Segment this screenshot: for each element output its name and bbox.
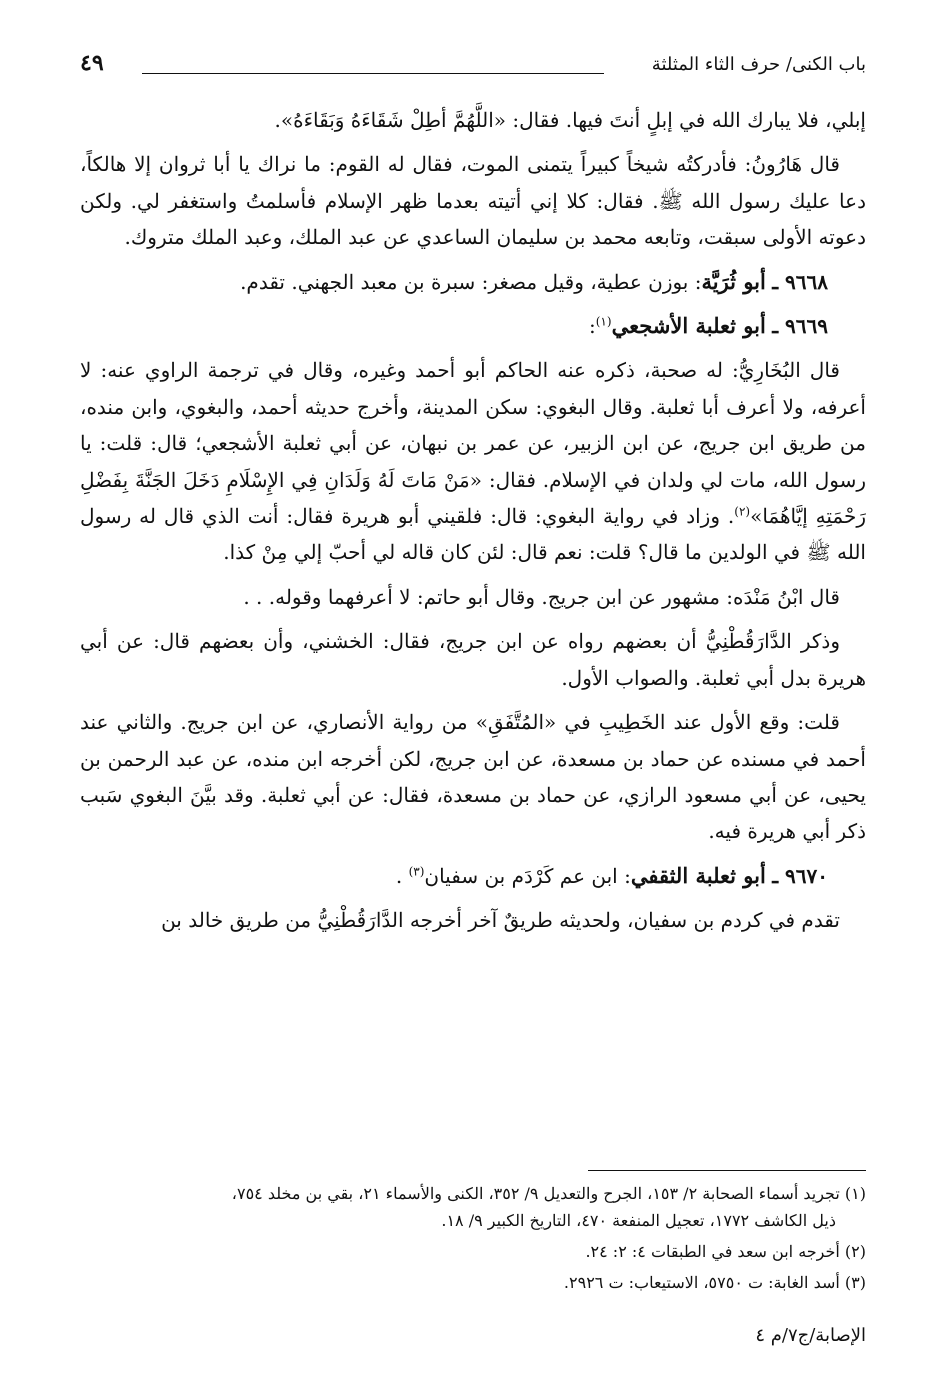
header-rule <box>142 73 604 74</box>
footnote-rule <box>588 1170 866 1171</box>
footnote-line: (١) تجريد أسماء الصحابة ٢/ ١٥٣، الجرح والتعديل ٩/ ٣٥٢، الكنى والأسماء ٢١، بقي بن مخلد ٧٥٤، <box>231 1184 866 1203</box>
footnotes <box>80 1180 866 1300</box>
page-number: ٤٩ <box>80 50 104 76</box>
footnote-line: ذيل الكاشف ١٧٧٢، تعجيل المنفعة ٤٧٠، التاريخ الكبير ٩/ ١٨. <box>441 1211 836 1230</box>
paragraph-2: قال هَارُونُ: فأدركتُه شيخاً كبيراً يتمنى الموت، فقال له القوم: ما نراك يا أبا ثروان إلا هالكاً، دعا عليك رسول الله ﷺ. فقال: كلا إني أتيته بعدما ظهر الإسلام فأسلمتُ واستغفر لي. ولكن دعوته الأولى سبقت، وتابعه محمد بن سليمان الساعدي عن عبد الملك، وعبد الملك متروك. <box>80 152 866 250</box>
paragraph-3-tail: . وزاد في رواية البغوي: قال: فلقيني أبو هريرة فقال: أنت الذي قال له رسول الله ﷺ في الولدين ما قال؟ قلت: نعم قال: لئن كان قاله لي أحبّ إلي مِنْ كذا. <box>80 504 866 565</box>
entry-number: ٩٦٦٨ ـ <box>772 269 828 294</box>
paragraph-7: تقدم في كردم بن سفيان، ولحديثه طريقٌ آخر أخرجه الدَّارَقُطْنِيُّ من طريق خالد بن <box>161 908 840 933</box>
entry-9670 <box>80 858 866 894</box>
footnote-1 <box>80 1180 866 1234</box>
paragraph-3 <box>80 352 866 570</box>
paragraph-5: وذكر الدَّارَقُطْنِيُّ أن بعضهم رواه عن ابن جريج، فقال: الخشني، وأن بعضهم قال: عن أبي هريرة بدل أبي ثعلبة. والصواب الأول. <box>80 629 866 690</box>
footnote-3: (٣) أسد الغابة: ت ٥٧٥٠، الاستيعاب: ت ٢٩٢٦. <box>563 1273 866 1292</box>
entry-name: أبو ثُرَيَّة <box>701 268 766 294</box>
printer-signature: الإصابة/ج٧/م ٤ <box>755 1325 866 1346</box>
running-title: باب الكنى/ حرف الثاء المثلثة <box>651 54 866 75</box>
paragraph-3-text: قال البُخَارِيُّ: له صحبة، ذكره عنه الحاكم أبو أحمد وغيره، وقال في ترجمة الراوي عنه: لا أعرفه، ولا أعرف أبا ثعلبة. وقال البغوي: سكن المدينة، وأخرج حديثه أحمد، والبغوي، وابن منده، من طريق ابن جريج، عن ابن الزبير، عن عمر بن نبهان، عن أبي ثعلبة الأشجعي؛ قال: قلت: يا رسول الله، مات لي ولدان في الإسلام. فقال: «مَنْ مَاتَ لَهُ وَلَدَانِ فِي الإِسْلَامِ دَخَلَ الجَنَّةَ بِفَضْلِ رَحْمَتِهِ إيَّاهُمَا» <box>80 358 866 529</box>
entry-9669 <box>80 308 866 344</box>
page-header <box>80 48 866 88</box>
paragraph-6: قلت: وقع الأول عند الخَطِيبِ في «المُتَّفَقِ» من رواية الأنصاري، عن ابن جريج. والثاني عند أحمد في مسنده عن حماد بن مسعدة، عن ابن جريج، لكن أخرجه ابن منده، عن عبد الرحمن بن يحيى، عن أبي مسعود الرازي، عن حماد بن مسعدة، فقال: عن أبي ثعلبة. وقد بيَّنَ البغوي سَبب ذكر أبي هريرة فيه. <box>80 710 866 844</box>
paragraph-4: قال ابْنُ مَنْدَه: مشهور عن ابن جريج. وقال أبو حاتم: لا أعرفهما وقوله. . . <box>243 584 840 609</box>
entry-name: أبو ثعلبة الثقفي <box>630 862 766 888</box>
footnote-ref: (٣) <box>408 864 425 879</box>
footnote-ref: (٢) <box>734 504 751 519</box>
entry-name: أبو ثعلبة الأشجعي <box>611 313 766 339</box>
paragraph-1: إبلي، فلا يبارك الله في إبلٍ أنتَ فيها. فقال: «اللَّهُمَّ أطِلْ شَقَاءَهُ وَبَقَاءَهُ». <box>274 108 866 132</box>
entry-text: : <box>588 314 596 339</box>
footnote-2: (٢) أخرجه ابن سعد في الطبقات ٤: ٢: ٢٤. <box>585 1242 866 1261</box>
entry-number: ٩٦٦٩ ـ <box>772 314 828 339</box>
entry-text: : ابن عم كَرْدَم بن سفيان <box>424 863 631 888</box>
main-text <box>80 102 866 947</box>
entry-tail: . <box>395 863 409 888</box>
footnote-ref: (١) <box>595 314 612 329</box>
entry-text: : بوزن عطية، وقيل مصغر: سبرة بن معبد الجهني. تقدم. <box>240 269 702 294</box>
entry-9668 <box>80 264 866 300</box>
entry-number: ٩٦٧٠ ـ <box>772 863 828 888</box>
